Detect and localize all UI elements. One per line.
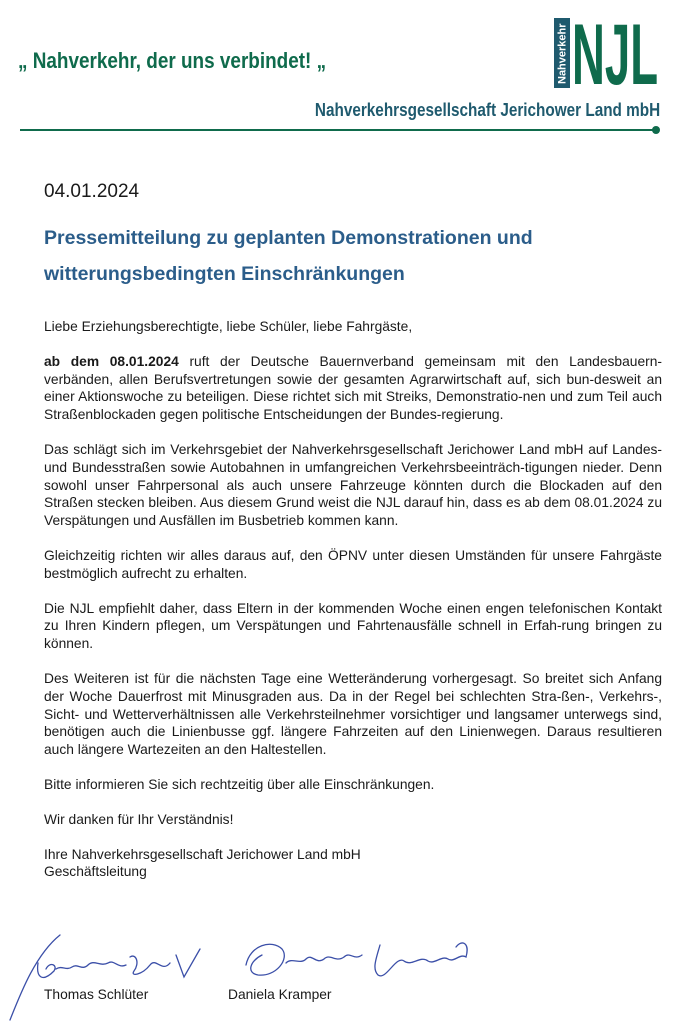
signer-2-name: Daniela Kramper	[228, 987, 332, 1002]
paragraph-3: Gleichzeitig richten wir alles daraus auf, den ÖPNV unter diesen Umständen für unsere Fahrgäste bestmöglich aufrecht zu erhalten.	[44, 547, 662, 581]
paragraph-7: Wir danken für Ihr Verständnis!	[44, 811, 234, 827]
header-divider-dot	[652, 126, 660, 134]
signature-schlueter	[10, 935, 200, 1020]
header-divider	[20, 129, 656, 131]
signatures	[0, 925, 694, 1024]
paragraph-2: Das schlägt sich im Verkehrsgebiet der Nahverkehrsgesellschaft Jerichower Land mbH auf Landes- und Bundesstraßen sowie Autobahnen in umfangreichen Verkehrsbeeinträch-tigungen nieder. Denn sowohl unser Fahrpersonal als auch unsere Fahrzeuge könnten durch die Blockaden auf den Straßen stecken bleiben. Aus diesem Grund weist die NJL darauf hin, dass es ab dem 08.01.2024 zu Verspätungen und Ausfällen im Busbetrieb kommen kann.	[44, 441, 662, 529]
paragraph-1-text: ruft der Deutsche Bauernverband gemeinsam mit den Landesbauern-verbänden, allen Berufsvertretungen sowie der gesamten Agrarwirtschaft auf, sich bun-desweit an einer Aktionswoche zu beteiligen. Diese richtet sich mit Streiks, Demonstratio-nen und zum Teil auch Straßenblockaden gegen politische Entscheidungen der Bundes-regierung.	[44, 353, 662, 423]
paragraph-1-bold: ab dem 08.01.2024	[44, 353, 179, 369]
greeting: Liebe Erziehungsberechtigte, liebe Schüler, liebe Fahrgäste,	[44, 319, 413, 334]
closing-role: Geschäftsleitung	[44, 864, 147, 880]
paragraph-4: Die NJL empfiehlt daher, dass Eltern in der kommenden Woche einen engen telefonischen Kontakt zu Ihren Kindern pflegen, um Verspätungen und Fahrtenausfälle schnell in Erfah-rung bringen zu können.	[44, 600, 662, 652]
slogan: „ Nahverkehr, der uns verbindet! „	[18, 48, 327, 73]
company-name: Nahverkehrsgesellschaft Jerichower Land mbH	[314, 100, 660, 120]
closing-company: Ihre Nahverkehrsgesellschaft Jerichower Land mbH	[44, 846, 361, 862]
letter-date: 04.01.2024	[44, 181, 140, 202]
signature-kramper	[246, 943, 467, 976]
logo-text: NJL	[572, 18, 658, 88]
signer-1-name: Thomas Schlüter	[44, 987, 149, 1002]
page-title: Pressemitteilung zu geplanten Demonstrationen und witterungsbedingten Einschränkungen	[44, 227, 533, 285]
logo-side-text: Nahverkehr	[556, 23, 569, 84]
paragraph-5: Des Weiteren ist für die nächsten Tage eine Wetteränderung vorhergesagt. So breitet sich Anfang der Woche Dauerfrost mit Minusgraden aus. Da in der Regel bei schlechten Stra-ßen-, Verkehrs-, Sicht- und Wetterverhältnissen alle Verkehrsteilnehmer vorsichtiger und langsamer unterwegs sind, benötigen auch die Linienbusse ggf. längere Fahrzeiten auf den Linienwegen. Daraus resultieren auch längere Wartezeiten an den Haltestellen.	[44, 670, 662, 758]
letter-body	[44, 318, 662, 881]
paragraph-6: Bitte informieren Sie sich rechtzeitig über alle Einschränkungen.	[44, 776, 435, 792]
njl-logo	[554, 18, 660, 88]
paragraph-1	[44, 353, 662, 424]
